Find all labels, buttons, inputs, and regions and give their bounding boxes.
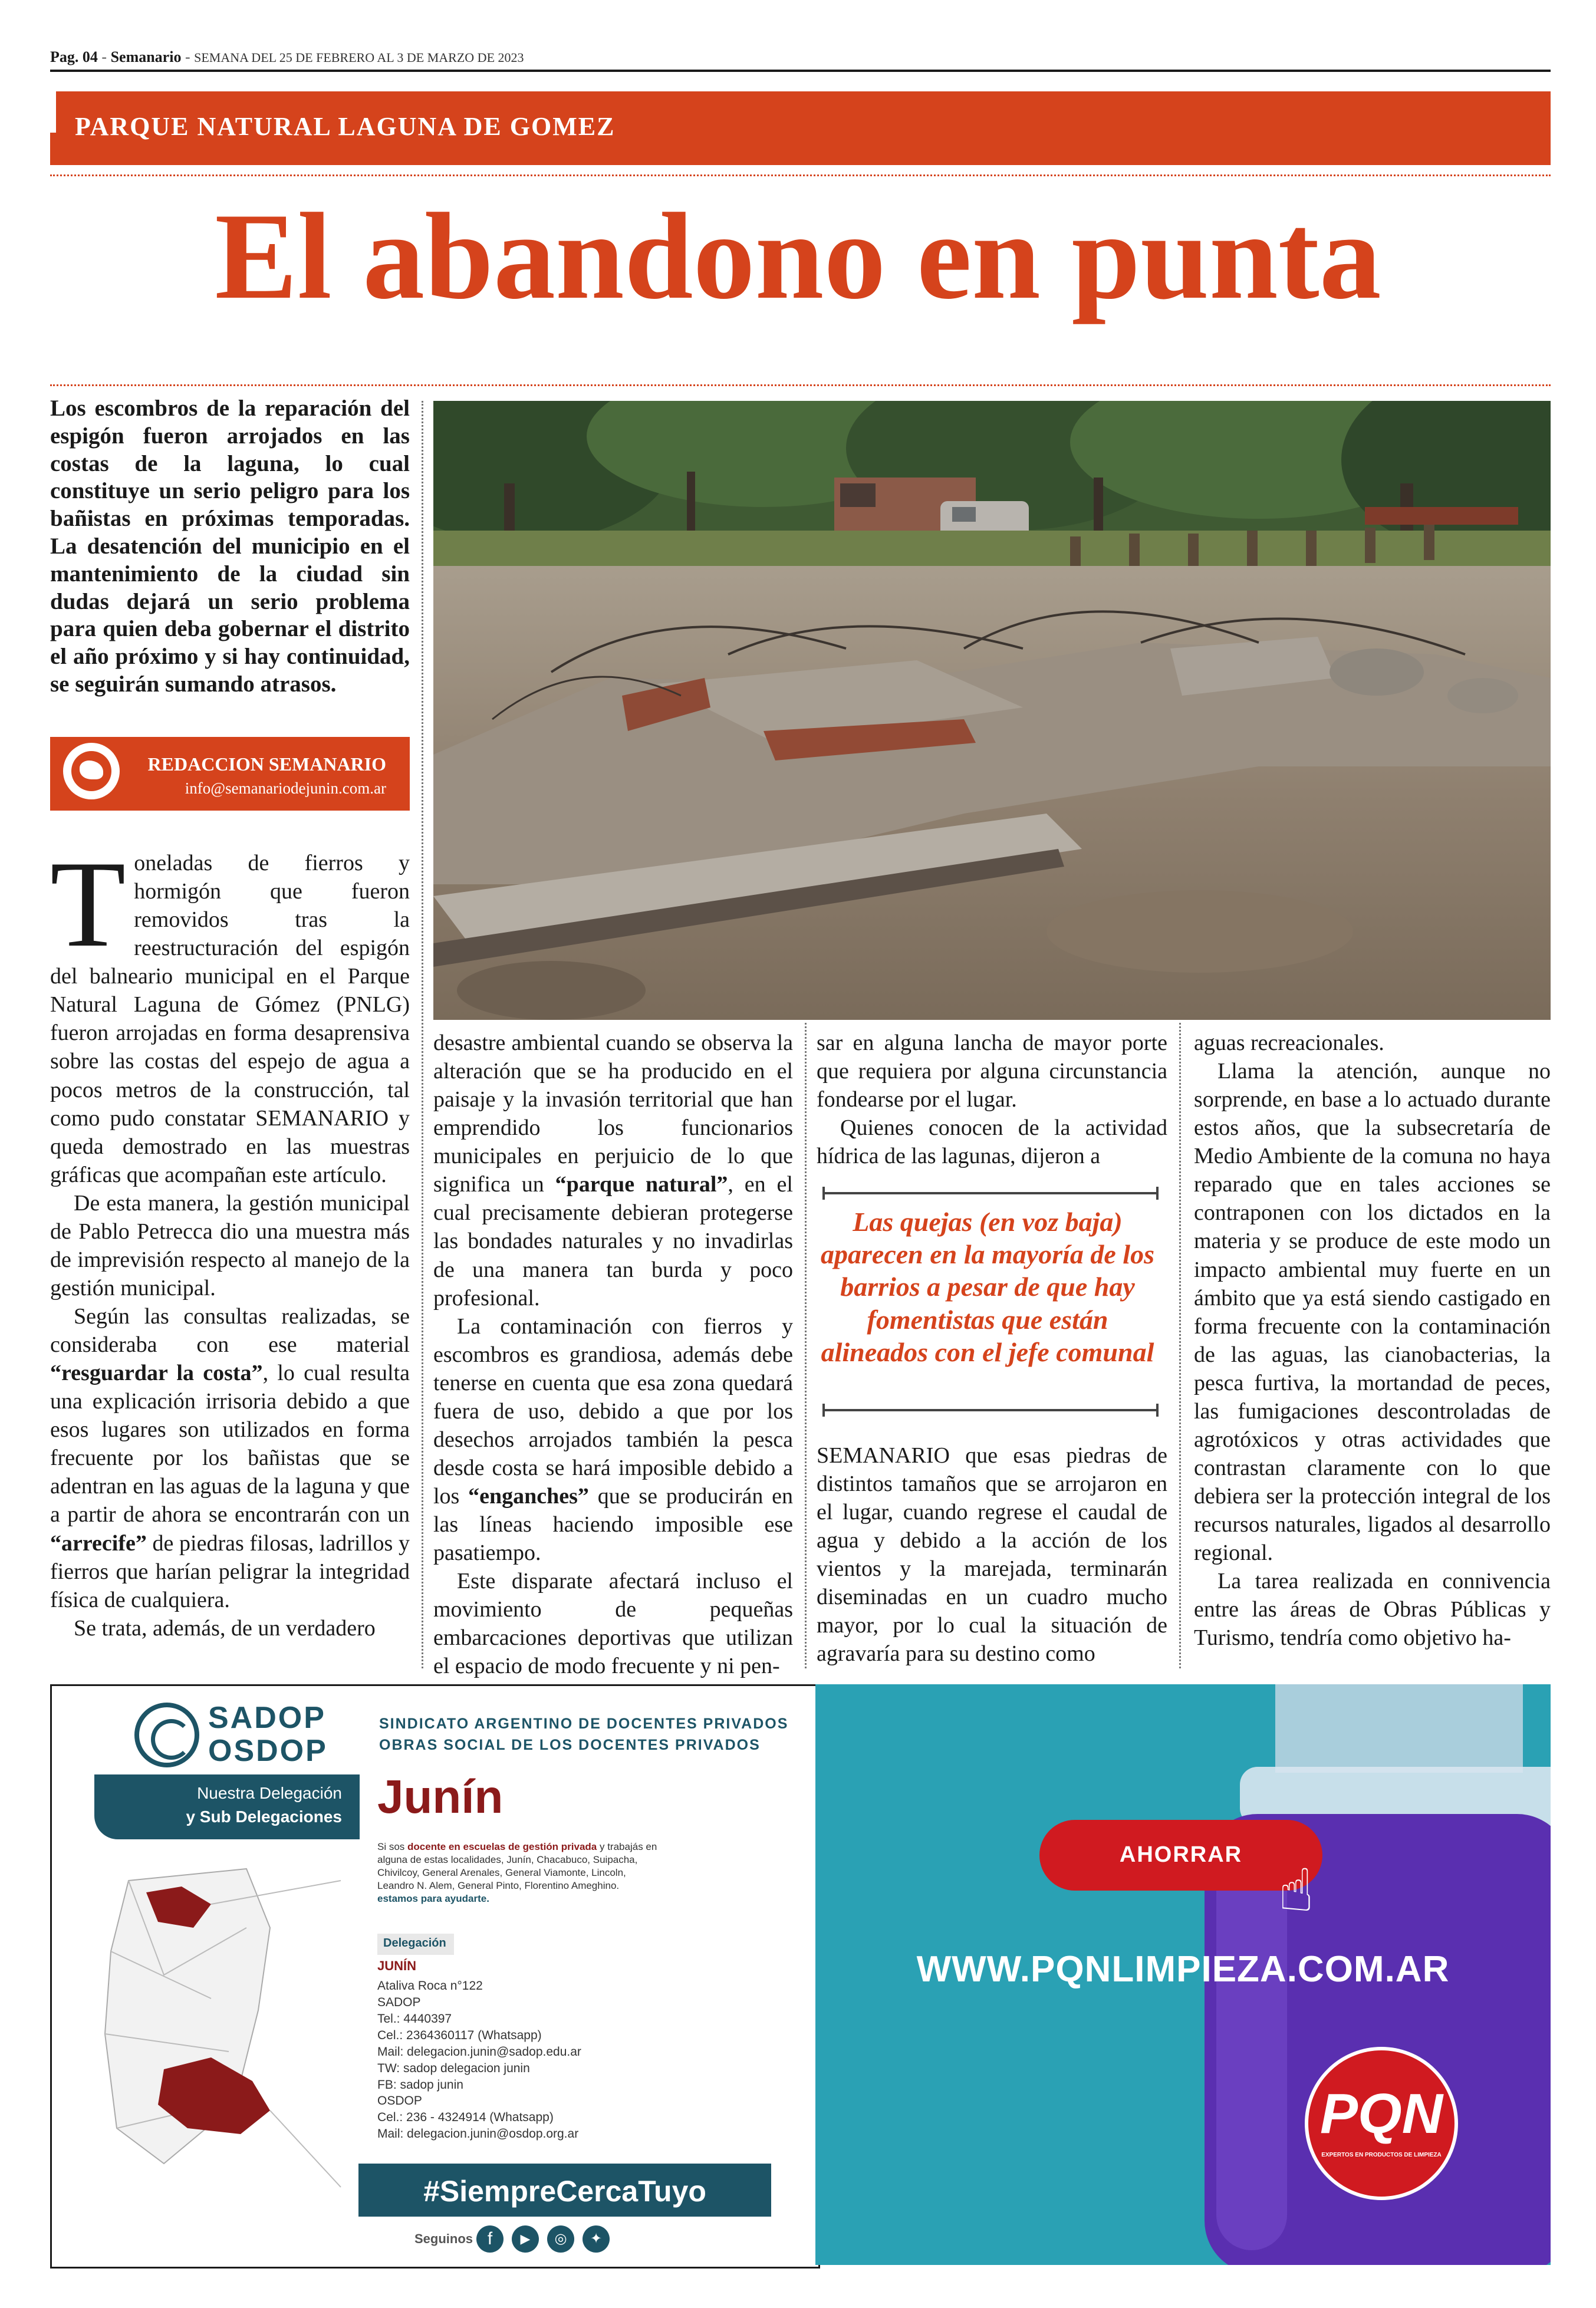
delegation-city: Junín [377,1770,504,1823]
article-paragraph: Llama la atención, aunque no sorprende, en base a lo actuado durante estos años, que la subsecretaría de Medio Ambiente de la comuna no haya reparado que en tales acciones se contraponen con los dictados en la materia y se produce de este modo un impacto ambiental muy fuerte en un ámbito que ya está siendo castigado en forma frecuente con la contaminación de las aguas, las cianobacterias, la pesca furtiva, la mortandad de peces, las fumigaciones descontroladas de agrotóxicos y otras actividades que contrastan claramente con lo que debiera ser la protección integral de los recursos naturales, ligados al desarrollo regional. [1194,1059,1551,1566]
pqn-ad[interactable] [815,1684,1551,2265]
emphasis-quote: “resguardar la costa” [50,1361,263,1386]
page-number: Pag. 04 [50,48,98,65]
contact-line: Mail: delegacion.junin@sadop.edu.ar [377,2044,581,2059]
article-paragraph [433,1029,793,1312]
page-folio: Pag. 04 - Semanario - SEMANA DEL 25 DE FEBRERO AL 3 DE MARZO DE 2023 [50,48,524,65]
headline-divider [50,384,1551,386]
hashtag: #SiempreCercaTuyo [423,2175,706,2208]
column-separator [805,1023,807,1668]
article-paragraph: aguas recreacionales. [1194,1030,1384,1055]
issue-week: SEMANA DEL 25 DE FEBRERO AL 3 DE MARZO DE 2023 [194,50,524,65]
article-column-2 [433,1029,793,1680]
article-column-3 [817,1029,1167,1170]
pqn-url[interactable]: WWW.PQNLIMPIEZA.COM.AR [916,1949,1450,1990]
ahorrar-button-label: AHORRAR [1119,1842,1243,1867]
contact-line: Cel.: 236 - 4324914 (Whatsapp) [377,2111,554,2125]
twitter-icon[interactable]: ✦ [583,2225,610,2253]
article-column-1 [50,836,410,1642]
sadop-logo-icon [134,1703,199,1767]
section-bar [50,91,1551,165]
article-paragraph: sar en alguna lancha de mayor porte que requiera por alguna circunstancia fondearse por el lugar. [817,1030,1167,1112]
pullquote-rule-cap [822,1187,825,1200]
contact-line: Tel.: 4440397 [377,2011,452,2026]
pqn-logo-text: PQN [1319,2082,1443,2145]
sadop-name: SADOP [208,1701,326,1735]
column-separator [422,401,423,1668]
byline-name: REDACCION SEMANARIO [147,753,386,775]
article-paragraph: Quienes conocen de la actividad hídrica de las lagunas, dijeron a [817,1115,1167,1169]
top-rule [50,70,1551,72]
section-title: PARQUE NATURAL LAGUNA DE GOMEZ [75,112,616,141]
article-paragraph [50,836,410,1189]
pullquote-rule-top [822,1192,1159,1194]
pullquote-rule-bottom [822,1409,1159,1411]
pqn-logo [1305,2047,1458,2200]
paper-logo-icon [63,743,120,799]
pullquote: Las quejas (en voz baja) aparecen en la mayoría de los barrios a pesar de que hay fomentistas que están alineados con el jefe comunal [821,1207,1154,1367]
contact-line: OSDOP [377,2094,422,2108]
delegation-tag-line: Nuestra Delegación [197,1784,342,1802]
delegation-tag-line: y Sub Delegaciones [186,1807,342,1826]
paragraph-text: , lo cual resulta una explicación irrisoria debido a que esos lugares son utilizados en forma frecuente por los bañistas que se adentran en las aguas de la laguna y que a partir de ahora se encontrarán con un [50,1361,410,1527]
article-photo [433,401,1551,1020]
paragraph-text: que se producirán en las líneas haciendo imposible ese pasatiempo. [433,1484,793,1566]
lead-summary: Los escombros de la reparación del espigón fueron arrojados en las costas de la laguna, lo cual constituye un serio peligro para los bañistas en próximas temporadas. La desatención del municipio en el mantenimiento de la ciudad sin dudas dejará un serio problema para quien deba gobernar el distrito el año próximo y si hay continuidad, se seguirán sumando atrasos. [50,396,410,697]
paragraph-text: Según las consultas realizadas, se consideraba con ese material [50,1304,410,1358]
paragraph-text: , en el cual precisamente debieran protegerse las bondades naturales y no invadirlas de una manera tan burda y poco profesional. [433,1172,793,1311]
article-paragraph: Se trata, además, de un verdadero [74,1615,376,1641]
section-divider [50,175,1551,176]
paragraph-text: de piedras filosas, ladrillos y fierros que harían peligrar la integridad física de cualquiera. [50,1530,410,1612]
sadop-org-name: SINDICATO ARGENTINO DE DOCENTES PRIVADOS [379,1716,789,1732]
delegation-city-label: JUNÍN [377,1958,417,1973]
article-paragraph [433,1312,793,1568]
article-paragraph [50,1302,410,1614]
emphasis-quote: “arrecife” [50,1530,147,1556]
article-column-3-continued [817,1441,1167,1668]
info-text: Si sos [377,1841,408,1852]
contact-line: Cel.: 2364360117 (Whatsapp) [377,2028,542,2042]
paper-name: Semanario [110,48,182,65]
byline-email[interactable]: info@semanariodejunin.com.ar [185,779,386,797]
osdop-name: OSDOP [208,1734,328,1768]
youtube-icon[interactable]: ▶ [512,2225,539,2253]
pullquote-rule-cap [1156,1187,1159,1200]
osdop-org-name: OBRAS SOCIAL DE LOS DOCENTES PRIVADOS [379,1737,761,1753]
article-column-4 [1194,1029,1551,1652]
section-tab [50,91,56,133]
emphasis-quote: “enganches” [468,1484,589,1509]
contact-line: Ataliva Roca n°122 [377,1979,483,1993]
info-highlight: docente en escuelas de gestión privada [407,1841,597,1852]
delegation-label: Delegación [383,1937,446,1950]
article-paragraph: Este disparate afectará incluso el movimiento de pequeñas embarcaciones deportivas que utilizan el espacio de modo frecuente y ni pen- [433,1569,793,1679]
contact-line: Mail: delegacion.junin@osdop.org.ar [377,2127,579,2141]
contact-list [377,1978,581,2142]
contact-line: TW: sadop delegacion junin [377,2061,530,2075]
article-paragraph: SEMANARIO que esas piedras de distintos tamaños que se arrojaron en el lugar, cuando regrese el caudal de agua y debido a la acción de los vientos y la marejada, terminarán diseminadas en un cuadro mucho mayor, por lo cual la situación de agravaría para su destino como [817,1443,1167,1667]
headline: El abandono en punta [215,188,1381,325]
sadop-ad[interactable] [50,1684,820,2269]
pqn-tagline: EXPERTOS EN PRODUCTOS DE LIMPIEZA [1321,2152,1442,2158]
article-paragraph: De esta manera, la gestión municipal de Pablo Petrecca dio una muestra más de imprevisión respecto al manejo de la gestión municipal. [50,1190,410,1300]
paragraph-text: La contaminación con fierros y escombros es grandiosa, además debe tenerse en cuenta que esa zona quedará fuera de uso, debido a que por los desechos arrojados también la pesca desde costa se hará imposible debido a los [433,1313,793,1509]
delegation-label-box [377,1934,454,1955]
article-paragraph: La tarea realizada en connivencia entre las áreas de Obras Públicas y Turismo, tendría como objetivo ha- [1194,1569,1551,1651]
emphasis-quote: “parque natural” [555,1172,728,1197]
paragraph-text: oneladas de fierros y hormigón que fueron removidos tras la reestructuración del espigón del balneario municipal en el Parque Natural Laguna de Gómez (PNLG) fueron arrojadas en forma desaprensiva sobre las costas del espejo de agua a pocos metros de la construcción, tal como pudo constatar SEMANARIO y queda demostrado en las muestras gráficas que acompañan este artículo. [50,851,410,1187]
pointer-hand-icon: ☝ [1278,1858,1314,1924]
delegation-tag [94,1774,360,1839]
hashtag-banner [358,2164,771,2217]
contact-line: SADOP [377,1995,421,2009]
pullquote-rule-cap [822,1404,825,1417]
info-slogan: estamos para ayudarte. [377,1893,489,1905]
pullquote-rule-cap [1156,1404,1159,1417]
drop-cap: T [50,836,126,973]
facebook-icon[interactable]: f [476,2225,504,2253]
follow-label: Seguinos [414,2231,473,2246]
instagram-icon[interactable]: ◎ [547,2225,574,2253]
info-text: y trabajás en alguna de estas localidades, Junín, Chacabuco, Suipacha, Chivilcoy, General Arenales, General Viamonte, Lincoln, Leandro N. Alem, General Pinto, Florentino Ameghino. [377,1841,657,1892]
column-separator [1179,1023,1181,1668]
byline [50,737,410,811]
contact-line: FB: sadop junin [377,2077,463,2092]
paragraph-text: desastre ambiental cuando se observa la alteración que se ha producido en el paisaje y la invasión territorial que han emprendido los funcionarios municipales en perjuicio de lo que significa un [433,1030,793,1197]
sadop-info [377,1841,660,1905]
province-map [93,1857,370,2199]
